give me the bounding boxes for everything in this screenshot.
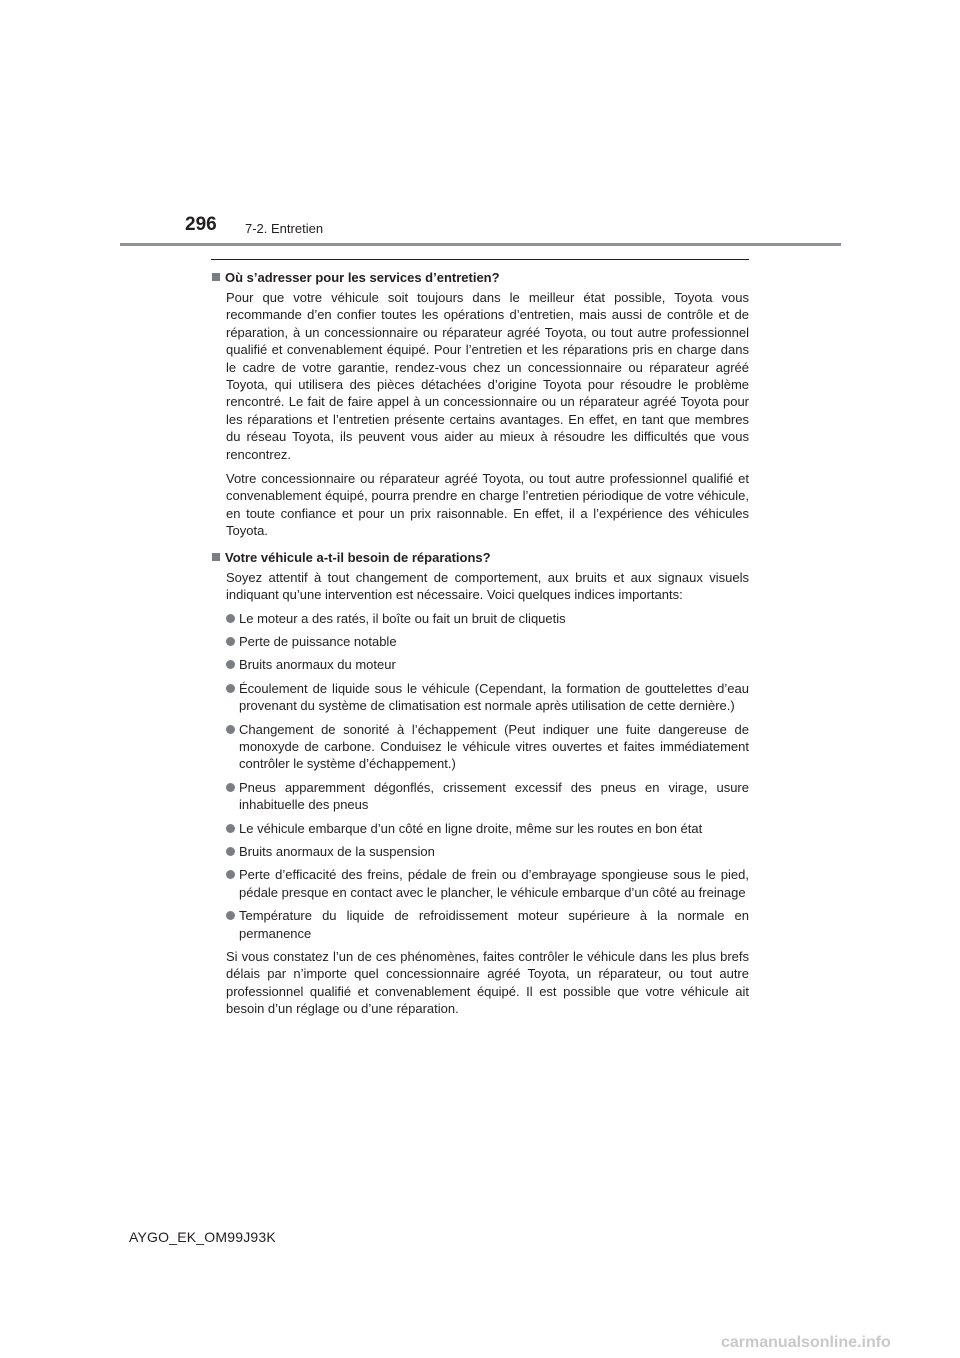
circle-bullet-icon [226, 847, 235, 856]
watermark: carmanualsonline.info [721, 1334, 891, 1351]
circle-bullet-icon [226, 911, 235, 920]
list-item-text: Pneus apparemment dégonflés, crissement excessif des pneus en virage, usure inhabituelle des pneus [239, 779, 749, 813]
square-bullet-icon [212, 553, 220, 561]
circle-bullet-icon [226, 614, 235, 623]
page-number: 296 [185, 214, 217, 235]
section-heading-repairs [211, 549, 749, 567]
list-item-text: Le moteur a des ratés, il boîte ou fait un bruit de cliquetis [239, 610, 566, 626]
symptom-list [211, 610, 749, 943]
document-code: AYGO_EK_OM99J93K [129, 1229, 276, 1245]
list-item [226, 866, 749, 901]
paragraph: Pour que votre véhicule soit toujours dans le meilleur état possible, Toyota vous recommande d’en confier toutes les opérations d’entretien, mais aussi de contrôle et de réparation, à un concessionnaire ou réparateur agréé Toyota, ou tout autre professionnel qualifié et convenablement équipé. Pour l’entretien et les réparations pris en charge dans le cadre de votre garantie, rendez-vous chez un concessionnaire ou réparateur agréé Toyota, qui utilisera des pièces détachées d’origine Toyota pour résoudre le problème rencontré. Le fait de faire appel à un concessionnaire ou un réparateur agréé Toyota pour les réparations et l’entretien présente certains avantages. En effet, en tant que membres du réseau Toyota, ils peuvent vous aider au mieux à résoudre les difficultés que vous rencontrez. [226, 290, 749, 462]
list-item [226, 907, 749, 942]
circle-bullet-icon [226, 870, 235, 879]
circle-bullet-icon [226, 637, 235, 646]
list-item-text: Le véhicule embarque d’un côté en ligne droite, même sur les routes en bon état [239, 820, 703, 836]
list-item [226, 610, 749, 627]
list-item [226, 656, 749, 673]
list-item-text: Changement de sonorité à l’échappement (Peut indiquer une fuite dangereuse de monoxyde de carbone. Conduisez le véhicule vitres ouvertes et faites immédiatement contrôler le système d’échappement.) [239, 721, 749, 772]
section-heading-text: Où s’adresser pour les services d’entretien? [225, 270, 500, 285]
circle-bullet-icon [226, 725, 235, 734]
section-heading-service [211, 269, 749, 287]
intro-paragraph: Soyez attentif à tout changement de comportement, aux bruits et aux signaux visuels indiquant qu’une intervention est nécessaire. Voici quelques indices importants: [226, 569, 749, 603]
list-item-text: Perte de puissance notable [239, 633, 397, 649]
list-item-text: Perte d’efficacité des freins, pédale de frein ou d’embrayage spongieuse sous le pied, pédale presque en contact avec le plancher, le véhicule embarque d’un côté au freinage [239, 867, 749, 900]
list-item-text: Bruits anormaux du moteur [239, 657, 396, 673]
list-item [226, 680, 749, 715]
list-item [226, 721, 749, 773]
content-area [211, 259, 749, 1018]
paragraph: Votre concessionnaire ou réparateur agréé Toyota, ou tout autre professionnel qualifié et convenablement équipé, pourra prendre en charge l’entretien périodique de votre véhicule, en toute confiance et pour un prix raisonnable. En effet, il a l’expérience des véhicules Toyota. [226, 471, 749, 539]
list-item-text: Température du liquide de refroidissement moteur supérieure à la normale en permanence [239, 908, 749, 941]
square-bullet-icon [212, 273, 220, 281]
circle-bullet-icon [226, 824, 235, 833]
list-item-text: Écoulement de liquide sous le véhicule (Cependant, la formation de gouttelettes d’eau provenant du système de climatisation est normale après utilisation de cette dernière.) [239, 680, 749, 714]
closing-paragraph: Si vous constatez l’un de ces phénomènes, faites contrôler le véhicule dans les plus brefs délais par n’importe quel concessionnaire agréé Toyota, un réparateur, ou tout autre professionnel qualifié et convenablement équipé. Il est possible que votre véhicule ait besoin d’un réglage ou d’une réparation. [226, 949, 749, 1017]
circle-bullet-icon [226, 660, 235, 669]
chapter-label: 7-2. Entretien [245, 221, 324, 236]
circle-bullet-icon [226, 783, 235, 792]
list-item [226, 779, 749, 814]
list-item [226, 633, 749, 650]
list-item-text: Bruits anormaux de la suspension [239, 843, 435, 859]
header-rule [120, 243, 841, 246]
section-heading-text: Votre véhicule a-t-il besoin de réparations? [225, 549, 491, 565]
list-item [226, 843, 749, 860]
list-item [226, 820, 749, 837]
circle-bullet-icon [226, 684, 235, 693]
